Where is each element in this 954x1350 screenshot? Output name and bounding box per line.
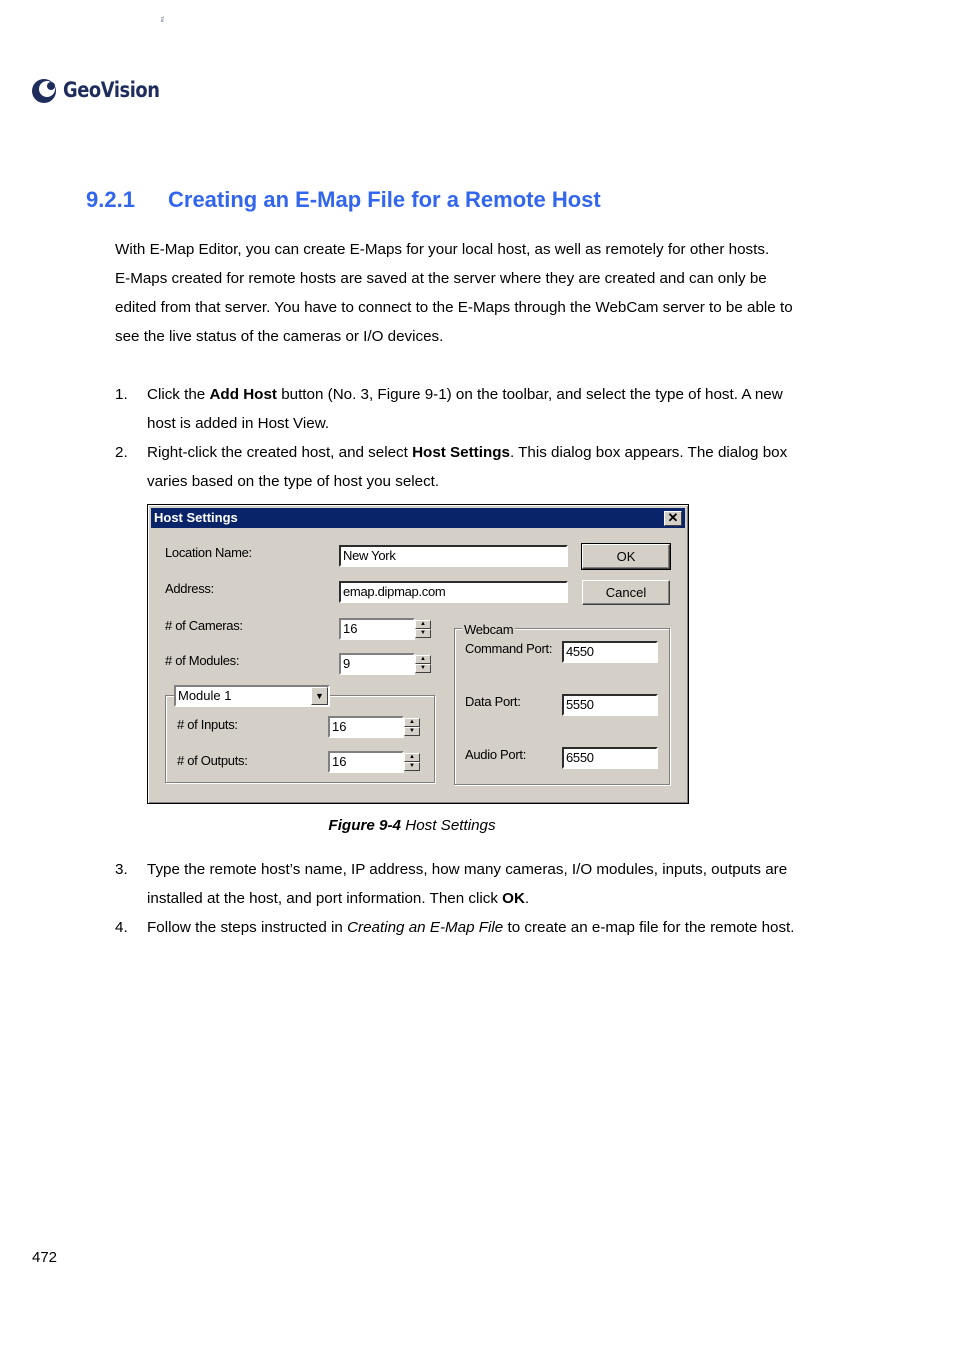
modules-value[interactable]: 9: [339, 653, 415, 675]
spin-down-icon[interactable]: ▼: [415, 629, 431, 638]
step-text: .: [524, 890, 530, 907]
step-text: to create an e-map file for the remote host.: [503, 919, 795, 936]
step-text: installed at the host, and port information. Then click: [147, 890, 503, 907]
command-port-label: Command Port:: [465, 641, 553, 656]
module-select[interactable]: [174, 685, 330, 707]
location-name-label: Location Name:: [165, 545, 252, 560]
inputs-stepper[interactable]: [328, 716, 422, 738]
section-title: Creating an E-Map File for a Remote Host: [168, 187, 601, 212]
steps-list-a: [115, 380, 787, 496]
data-port-input[interactable]: 5550: [562, 694, 658, 716]
list-item: [115, 913, 795, 942]
ok-button[interactable]: OK: [582, 544, 670, 569]
modules-stepper[interactable]: [339, 653, 433, 675]
step-text: button (No. 3, Figure 9-1) on the toolbar, and select the type of host. A new: [276, 386, 783, 403]
spin-down-icon[interactable]: ▼: [404, 727, 420, 736]
step-bold: Host Settings: [412, 444, 510, 461]
list-item: [115, 438, 787, 496]
spin-up-icon[interactable]: ▲: [415, 655, 431, 664]
step-text: . This dialog box appears. The dialog box: [509, 444, 788, 461]
cancel-button[interactable]: Cancel: [582, 580, 670, 605]
inputs-label: # of Inputs:: [177, 717, 238, 732]
host-settings-dialog: [147, 504, 689, 804]
address-input[interactable]: emap.dipmap.com: [339, 581, 568, 603]
chevron-down-icon[interactable]: ▼: [311, 687, 328, 705]
figure-title: Host Settings: [401, 817, 496, 834]
steps-list-b: [115, 855, 795, 942]
close-icon: ✕: [667, 510, 679, 525]
command-port-input[interactable]: 4550: [562, 641, 658, 663]
step-text: Type the remote host’s name, IP address, how many cameras, I/O modules, inputs, outputs are: [147, 861, 788, 878]
step-number: 2.: [115, 444, 128, 461]
step-italic: Creating an E-Map File: [347, 919, 504, 936]
intro-line: see the live status of the cameras or I/O devices.: [115, 328, 444, 345]
data-port-label: Data Port:: [465, 694, 521, 709]
location-name-input[interactable]: New York: [339, 545, 568, 567]
outputs-label: # of Outputs:: [177, 753, 248, 768]
audio-port-label: Audio Port:: [465, 747, 527, 762]
intro-line: E-Maps created for remote hosts are saved at the server where they are created and can only be: [115, 270, 767, 287]
spin-up-icon[interactable]: ▲: [404, 718, 420, 727]
figure-caption: [0, 817, 824, 834]
dialog-titlebar: [151, 508, 685, 528]
geovision-logo-icon: [30, 75, 60, 105]
step-text: host is added in Host View.: [147, 415, 330, 432]
list-item: [115, 380, 787, 438]
intro-paragraph: [115, 235, 845, 351]
spin-down-icon[interactable]: ▼: [415, 664, 431, 673]
address-label: Address:: [165, 581, 214, 596]
step-text: Follow the steps instructed in: [147, 919, 348, 936]
spin-up-icon[interactable]: ▲: [404, 753, 420, 762]
step-number: 3.: [115, 861, 128, 878]
step-bold: OK: [502, 890, 525, 907]
section-number: 9.2.1: [86, 187, 135, 212]
page-number: 472: [32, 1249, 58, 1266]
brand-tm: TM: [160, 16, 165, 22]
section-heading: [86, 187, 601, 213]
geovision-logo: [30, 72, 177, 108]
step-number: 1.: [115, 386, 128, 403]
module-select-value: Module 1: [178, 688, 232, 703]
audio-port-input[interactable]: 6550: [562, 747, 658, 769]
inputs-value[interactable]: 16: [328, 716, 404, 738]
spin-down-icon[interactable]: ▼: [404, 762, 420, 771]
outputs-stepper[interactable]: [328, 751, 422, 773]
intro-line: With E-Map Editor, you can create E-Maps for your local host, as well as remotely for other hosts.: [115, 241, 770, 258]
outputs-value[interactable]: 16: [328, 751, 404, 773]
cameras-stepper[interactable]: [339, 618, 433, 640]
brand-name: GeoVision: [63, 78, 160, 102]
step-bold: Add Host: [209, 386, 277, 403]
intro-line: edited from that server. You have to connect to the E-Maps through the WebCam server to be able to: [115, 299, 793, 316]
cameras-value[interactable]: 16: [339, 618, 415, 640]
figure-number: Figure 9-4: [328, 817, 402, 834]
spin-up-icon[interactable]: ▲: [415, 620, 431, 629]
modules-label: # of Modules:: [165, 653, 240, 668]
webcam-group-title: Webcam: [464, 622, 514, 637]
step-text: Right-click the created host, and select: [147, 444, 413, 461]
cameras-label: # of Cameras:: [165, 618, 243, 633]
step-number: 4.: [115, 919, 128, 936]
dialog-title: Host Settings: [154, 510, 238, 525]
list-item: [115, 855, 795, 913]
step-text: varies based on the type of host you select.: [147, 473, 440, 490]
step-text: Click the: [147, 386, 210, 403]
close-button[interactable]: [664, 511, 682, 526]
